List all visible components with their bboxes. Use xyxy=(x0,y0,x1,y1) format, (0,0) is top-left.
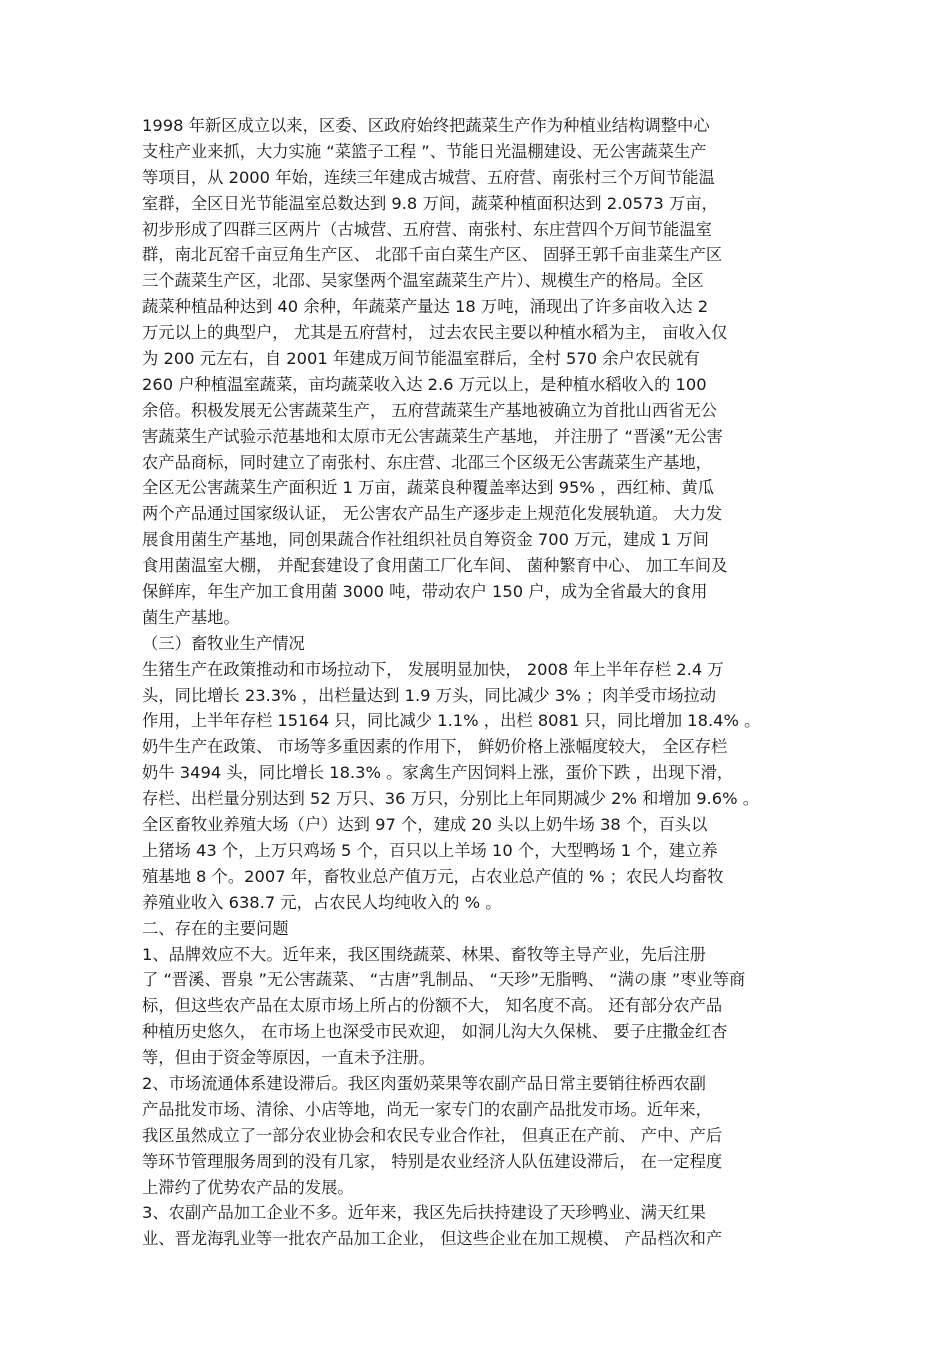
text-line: 3、农副产品加工企业不多。近年来，我区先后扶持建设了天珍鸭业、满天红果 xyxy=(142,1203,706,1223)
text-line: 1、品牌效应不大。近年来，我区围绕蔬菜、林果、畜牧等主导产业，先后注册 xyxy=(142,944,706,964)
text-line: 业、晋龙海乳业等一批农产品加工企业， 但这些企业在加工规模、 产品档次和产 xyxy=(142,1229,723,1249)
text-line: 等，但由于资金等原因，一直未予注册。 xyxy=(142,1048,436,1068)
text-line: 室群，全区日光节能温室总数达到 9.8 万间，蔬菜种植面积达到 2.0573 万亩， xyxy=(142,193,718,213)
text-line: 余倍。积极发展无公害蔬菜生产， 五府营蔬菜生产基地被确立为首批山西省无公 xyxy=(142,400,718,420)
text-line: 我区虽然成立了一部分农业协会和农民专业合作社， 但真正在产前、 产中、产后 xyxy=(142,1125,723,1145)
document-body xyxy=(142,113,822,1252)
text-line: 群，南北瓦窑千亩豆角生产区、 北邵千亩白菜生产区、 固驿王郭千亩韭菜生产区 xyxy=(142,245,723,265)
text-line: 标，但这些农产品在太原市场上所占的份额不大， 知名度不高。 还有部分农产品 xyxy=(142,996,723,1016)
text-line: 产品批发市场、清徐、小店等地，尚无一家专门的农副产品批发市场。近年来， xyxy=(142,1099,712,1119)
text-line: 食用菌温室大棚， 并配套建设了食用菌工厂化车间、 菌种繁育中心、 加工车间及 xyxy=(142,556,728,576)
text-line: 等项目，从 2000 年始，连续三年建成古城营、五府营、南张村三个万间节能温 xyxy=(142,167,715,187)
text-line: 支柱产业来抓，大力实施 “菜篮子工程 ”、节能日光温棚建设、无公害蔬菜生产 xyxy=(142,141,707,161)
text-line: 菌生产基地。 xyxy=(142,607,240,627)
text-line: 作用，上半年存栏 15164 只，同比减少 1.1% ，出栏 8081 只，同比增加 18.4% 。 xyxy=(142,711,761,731)
text-line: 全区无公害蔬菜生产面积近 1 万亩，蔬菜良种覆盖率达到 95% ，西红柿、黄瓜 xyxy=(142,478,714,498)
text-line: 万元以上的典型户， 尤其是五府营村， 过去农民主要以种植水稻为主， 亩收入仅 xyxy=(142,323,728,343)
text-line: 初步形成了四群三区两片（古城营、五府营、南张村、东庄营四个万间节能温室 xyxy=(142,219,712,239)
text-line: 存栏、出栏量分别达到 52 万只、36 万只，分别比上年同期减少 2% 和增加 9.6% 。 xyxy=(142,789,760,809)
text-line: 头，同比增长 23.3% ，出栏量达到 1.9 万头，同比减少 3% ；肉羊受市场拉动 xyxy=(142,685,717,705)
text-line: 全区畜牧业养殖大场（户）达到 97 个，建成 20 头以上奶牛场 38 个，百头以 xyxy=(142,815,708,835)
text-line: 三个蔬菜生产区，北邵、吴家堡两个温室蔬菜生产片）、规模生产的格局。全区 xyxy=(142,271,704,291)
text-line: 生猪生产在政策推动和市场拉动下， 发展明显加快， 2008 年上半年存栏 2.4 万 xyxy=(142,659,724,679)
text-line: （三）畜牧业生产情况 xyxy=(142,633,305,653)
text-line: 保鲜库，年生产加工食用菌 3000 吨，带动农户 150 户，成为全省最大的食用 xyxy=(142,582,708,602)
text-line: 殖基地 8 个。2007 年，畜牧业总产值万元，占农业总产值的 % ；农民人均畜牧 xyxy=(142,866,724,886)
text-line: 了 “晋溪、晋泉 ”无公害蔬菜、 “古唐”乳制品、 “天珍”无脂鸭、 “满の康 ”枣业等商 xyxy=(142,970,746,990)
text-line: 260 户种植温室蔬菜，亩均蔬菜收入达 2.6 万元以上，是种植水稻收入的 100 xyxy=(142,374,707,394)
text-line: 两个产品通过国家级认证， 无公害农产品生产逐步走上规范化发展轨道。 大力发 xyxy=(142,504,723,524)
text-line: 蔬菜种植品种达到 40 余种，年蔬菜产量达 18 万吨，涌现出了许多亩收入达 2 xyxy=(142,297,709,317)
text-line: 2、市场流通体系建设滞后。我区肉蛋奶菜果等农副产品日常主要销往桥西农副 xyxy=(142,1073,706,1093)
text-line: 二、存在的主要问题 xyxy=(142,918,289,938)
text-line: 奶牛生产在政策、 市场等多重因素的作用下， 鲜奶价格上涨幅度较大， 全区存栏 xyxy=(142,737,728,757)
text-line: 展食用菌生产基地，同创果蔬合作社组织社员自筹资金 700 万元，建成 1 万间 xyxy=(142,530,709,550)
text-line: 等环节管理服务周到的没有几家， 特别是农业经济人队伍建设滞后， 在一定程度 xyxy=(142,1151,723,1171)
text-line: 奶牛 3494 头，同比增长 18.3% 。家禽生产因饲料上涨，蛋价下跌 ，出现下滑， xyxy=(142,763,734,783)
text-line: 养殖业收入 638.7 元，占农民人均纯收入的 % 。 xyxy=(142,892,502,912)
text-line: 上滞约了优势农产品的发展。 xyxy=(142,1177,354,1197)
text-line: 害蔬菜生产试验示范基地和太原市无公害蔬菜生产基地， 并注册了 “晋溪”无公害 xyxy=(142,426,723,446)
text-line: 上猪场 43 个，上万只鸡场 5 个，百只以上羊场 10 个，大型鸭场 1 个，建立养 xyxy=(142,840,718,860)
text-line: 1998 年新区成立以来，区委、区政府始终把蔬菜生产作为种植业结构调整中心 xyxy=(142,116,710,135)
text-line: 农产品商标，同时建立了南张村、东庄营、北邵三个区级无公害蔬菜生产基地， xyxy=(142,452,712,472)
text-line: 种植历史悠久， 在市场上也深受市民欢迎， 如洞儿沟大久保桃、 要子庄撒金红杏 xyxy=(142,1022,728,1042)
text-line: 为 200 元左右，自 2001 年建成万间节能温室群后，全村 570 余户农民就有 xyxy=(142,349,700,369)
